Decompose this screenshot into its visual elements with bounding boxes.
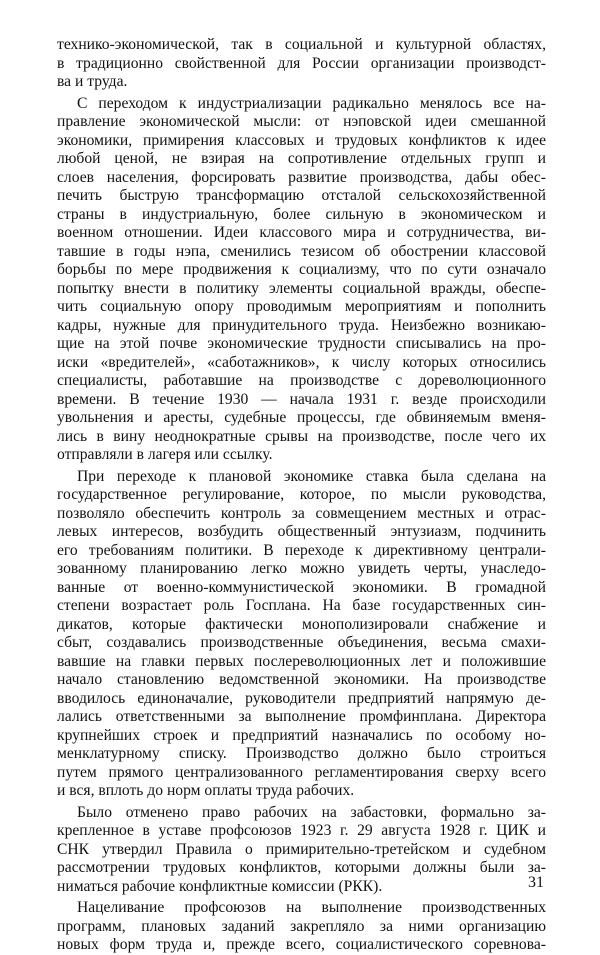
text-line: в традиционно свойственной для России организации производст- (57, 54, 546, 72)
text-line: менклатурному списку. Производство должно было строиться (57, 745, 546, 762)
text-line: иски «вредителей», «саботажников», к числу которых относились (57, 353, 546, 371)
text-line: ва и труда. (57, 73, 128, 90)
text-line: крупнейших строек и предприятий назначались по особому но- (57, 726, 546, 744)
text-line: ванные от военно-коммунистической экономики. В громадной (57, 578, 546, 596)
text-line: крепленное в уставе профсоюзов 1923 г. 29 августа 1928 г. ЦИК и (57, 822, 546, 839)
text-line: вводилось единоначалие, руководители предприятий напрямую де- (57, 689, 546, 707)
text-line: СНК утвердил Правила о примирительно-третейском и судебном (57, 840, 546, 858)
text-line: С переходом к индустриализации радикально менялось все на- (77, 94, 546, 112)
text-line: рассмотрении трудовых конфликтов, которыми должны были за- (57, 859, 546, 876)
text-line: отправляли в лагеря или ссылку. (57, 446, 273, 463)
text-line: позволяло обеспечить контроль за совмещением местных и отрас- (57, 504, 546, 522)
text-line: технико-экономической, так в социальной и культурной областях, (57, 36, 546, 53)
text-line: печить быструю трансформацию отсталой сельскохозяйственной (57, 187, 546, 204)
text-line: Нацеливание профсоюзов на выполнение производственных (77, 899, 546, 916)
text-line: При переходе к плановой экономике ставка была сделана на (77, 467, 546, 485)
text-line: увольнения и аресты, судебные процессы, где обвиняемым вменя- (57, 409, 546, 426)
body-text (57, 36, 546, 955)
text-line: степени возрастает роль Госплана. На базе государственных син- (57, 597, 546, 614)
text-line: любой ценой, не взирая на сопротивление отдельных групп и (57, 150, 546, 167)
paragraph-continuation (57, 36, 546, 92)
text-line: кадры, нужные для принудительного труда. Неизбежно возникаю- (57, 316, 546, 334)
text-line: военном отношении. Идеи классового мира и сотрудничества, ви- (57, 224, 546, 241)
text-line: ниматься рабочие конфликтные комиссии (РКК). (57, 877, 383, 895)
paragraph-planned-economy (57, 468, 546, 801)
text-line: государственное регулирование, которое, по мысли руководства, (57, 486, 546, 503)
text-line: дикатов, которые фактически монополизировали снабжение и (57, 615, 546, 633)
text-line: щие на этой почве экономические трудности списывались на про- (57, 335, 546, 352)
text-line: его требованиям политики. В переходе к директивному централи- (57, 541, 546, 559)
text-line: левых интересов, возбудить общественный энтузиазм, подчинить (57, 523, 546, 540)
text-line: лались ответственными за выполнение промфинплана. Директора (57, 708, 546, 725)
text-line: экономики, примирения классовых и трудовых конфликтов к идее (57, 131, 546, 149)
paragraph-trade-unions (57, 899, 546, 955)
text-line: чить социальную опору проводимым мероприятиям и пополнить (57, 298, 546, 315)
text-line: тавшие в годы нэпа, сменились тезисом об обострении классовой (57, 242, 546, 260)
paragraph-strikes (57, 804, 546, 897)
text-line: лись в вину неоднократные срывы на производстве, после чего их (57, 427, 546, 445)
text-line: правление экономической мысли: от нэповской идеи смешанной (57, 113, 546, 130)
text-line: начало становлению ведомственной экономики. На производстве (57, 671, 546, 688)
text-line: путем прямого централизованного регламентирования сверху всего (57, 763, 546, 781)
paragraph-industrialization (57, 95, 546, 465)
text-line: зованному планированию легко можно увидеть черты, унаследо- (57, 560, 546, 577)
text-line: Было отменено право рабочих на забастовки, формально за- (77, 803, 546, 821)
text-line: специалисты, работавшие на производстве с дореволюционного (57, 372, 546, 389)
text-line: страны в индустриальную, более сильную в экономическом и (57, 205, 546, 223)
text-line: слоев населения, форсировать развитие производства, дабы обес- (57, 168, 546, 186)
text-line: новых форм труда и, прежде всего, социалистического соревнова- (57, 936, 546, 953)
text-line: сбыт, создавались производственные объединения, весьма смахи- (57, 634, 546, 651)
text-line: вавшие на главки первых послереволюционных лет и положившие (57, 652, 546, 670)
page-number: 31 (528, 874, 544, 891)
text-line: борьбы по мере продвижения к социализму, что по сути означало (57, 261, 546, 278)
text-line: программ, плановых заданий закрепляло за ними организацию (57, 917, 546, 935)
text-line: попытку внести в политику элементы социальной вражды, обеспе- (57, 279, 546, 297)
text-line: и вся, вплоть до норм оплаты труда рабочих. (57, 782, 355, 799)
text-line: времени. В течение 1930 — начала 1931 г. везде происходили (57, 390, 546, 408)
